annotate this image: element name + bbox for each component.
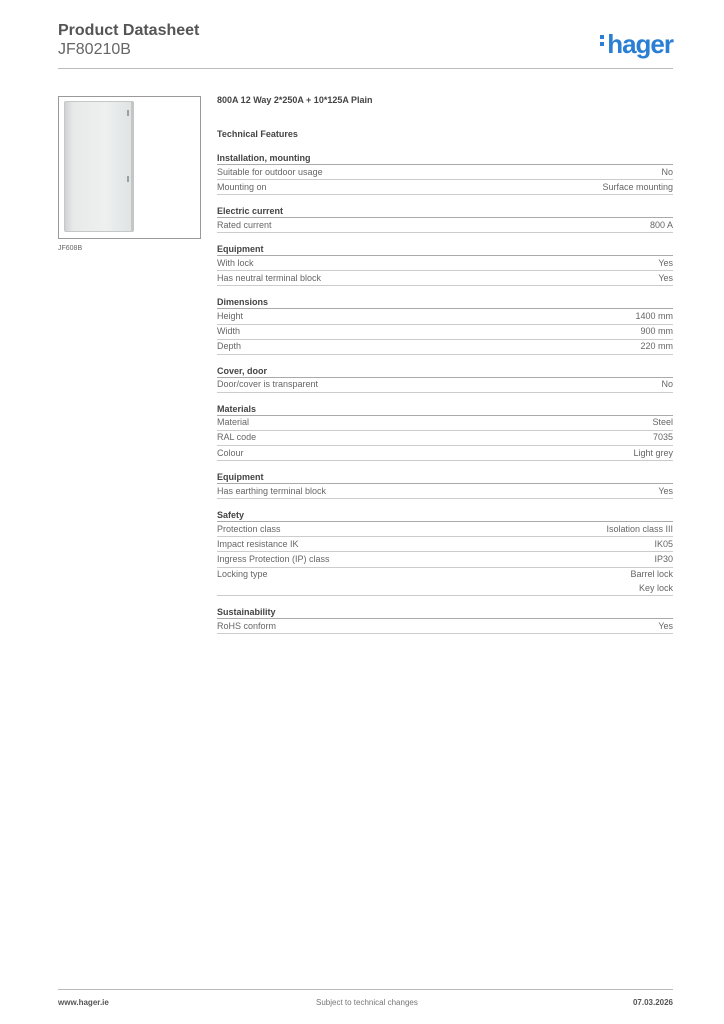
spec-value: Yes	[658, 485, 673, 496]
spec-row	[217, 340, 673, 355]
section-title: Electric current	[217, 205, 673, 218]
logo-dots-icon	[600, 32, 605, 49]
spec-row	[217, 446, 673, 461]
spec-label: Mounting on	[217, 181, 267, 192]
cabinet-lock-icon	[127, 110, 129, 116]
section-title: Equipment	[217, 471, 673, 484]
spec-row	[217, 256, 673, 271]
spec-row	[217, 180, 673, 195]
spec-label: With lock	[217, 257, 254, 268]
spec-section	[217, 606, 673, 634]
spec-value: Isolation class III	[606, 523, 673, 534]
technical-features-heading: Technical Features	[217, 129, 298, 139]
spec-row	[217, 619, 673, 634]
spec-label: RoHS conform	[217, 620, 277, 631]
page-header	[58, 21, 673, 69]
footer-divider	[58, 989, 673, 990]
cabinet-lock-icon	[127, 176, 129, 182]
spec-label: Protection class	[217, 523, 281, 534]
spec-section	[217, 296, 673, 354]
spec-label: Colour	[217, 447, 244, 458]
spec-row	[217, 378, 673, 393]
spec-row	[217, 431, 673, 446]
spec-row	[217, 552, 673, 567]
spec-value: 900 mm	[640, 326, 673, 337]
spec-value: Light grey	[633, 447, 673, 458]
spec-value: Yes	[658, 257, 673, 268]
spec-row	[217, 522, 673, 537]
spec-section	[217, 471, 673, 499]
spec-label: Ingress Protection (IP) class	[217, 553, 330, 564]
spec-value: No	[661, 166, 673, 177]
spec-value: Barrel lock Key lock	[630, 569, 673, 593]
spec-value: Surface mounting	[602, 181, 673, 192]
spec-value: IP30	[654, 553, 673, 564]
spec-label: Material	[217, 417, 250, 428]
spec-label: Door/cover is transparent	[217, 379, 319, 390]
spec-row	[217, 165, 673, 180]
spec-value: Yes	[658, 272, 673, 283]
spec-label: RAL code	[217, 432, 257, 443]
spec-row	[217, 416, 673, 431]
spec-section	[217, 243, 673, 286]
spec-row	[217, 325, 673, 340]
spec-label: Has earthing terminal block	[217, 485, 327, 496]
spec-value: 800 A	[649, 219, 673, 230]
spec-row	[217, 309, 673, 324]
spec-label: Suitable for outdoor usage	[217, 166, 323, 177]
footer-notice: Subject to technical changes	[316, 998, 418, 1007]
spec-section	[217, 365, 673, 393]
spec-value: 7035	[652, 432, 673, 443]
spec-row	[217, 218, 673, 233]
product-image	[58, 96, 201, 239]
spec-value: Steel	[652, 417, 673, 428]
spec-section	[217, 403, 673, 461]
section-title: Installation, mounting	[217, 152, 673, 165]
section-title: Materials	[217, 403, 673, 416]
spec-label: Has neutral terminal block	[217, 272, 322, 283]
image-caption: JF608B	[58, 245, 83, 252]
footer-date: 07.03.2026	[632, 998, 673, 1007]
spec-section	[217, 205, 673, 233]
spec-label: Impact resistance IK	[217, 538, 299, 549]
spec-label: Depth	[217, 341, 242, 352]
product-code: JF80210B	[58, 41, 131, 58]
spec-label: Rated current	[217, 219, 272, 230]
spec-row	[217, 484, 673, 499]
spec-value: 220 mm	[640, 341, 673, 352]
document-title: Product Datasheet	[58, 22, 200, 39]
header-divider	[58, 68, 673, 69]
section-title: Dimensions	[217, 296, 673, 309]
spec-value: 1400 mm	[635, 310, 673, 321]
section-title: Equipment	[217, 243, 673, 256]
spec-section	[217, 152, 673, 195]
spec-row	[217, 568, 673, 597]
cabinet-side	[131, 102, 134, 231]
section-title: Sustainability	[217, 606, 673, 619]
footer-website: www.hager.ie	[58, 998, 109, 1007]
product-name: 800A 12 Way 2*250A + 10*125A Plain	[217, 95, 373, 105]
spec-row	[217, 537, 673, 552]
spec-label: Width	[217, 326, 241, 337]
spec-value: IK05	[654, 538, 673, 549]
cabinet-illustration	[64, 101, 134, 232]
spec-label: Height	[217, 310, 244, 321]
logo-text: hager	[607, 29, 673, 59]
spec-label: Locking type	[217, 569, 268, 579]
section-title: Cover, door	[217, 365, 673, 378]
spec-value: No	[661, 379, 673, 390]
spec-value: Yes	[658, 620, 673, 631]
hager-logo	[600, 29, 673, 60]
spec-content	[217, 92, 673, 634]
spec-sections	[217, 152, 673, 634]
section-title: Safety	[217, 509, 673, 522]
spec-section	[217, 509, 673, 596]
spec-row	[217, 271, 673, 286]
